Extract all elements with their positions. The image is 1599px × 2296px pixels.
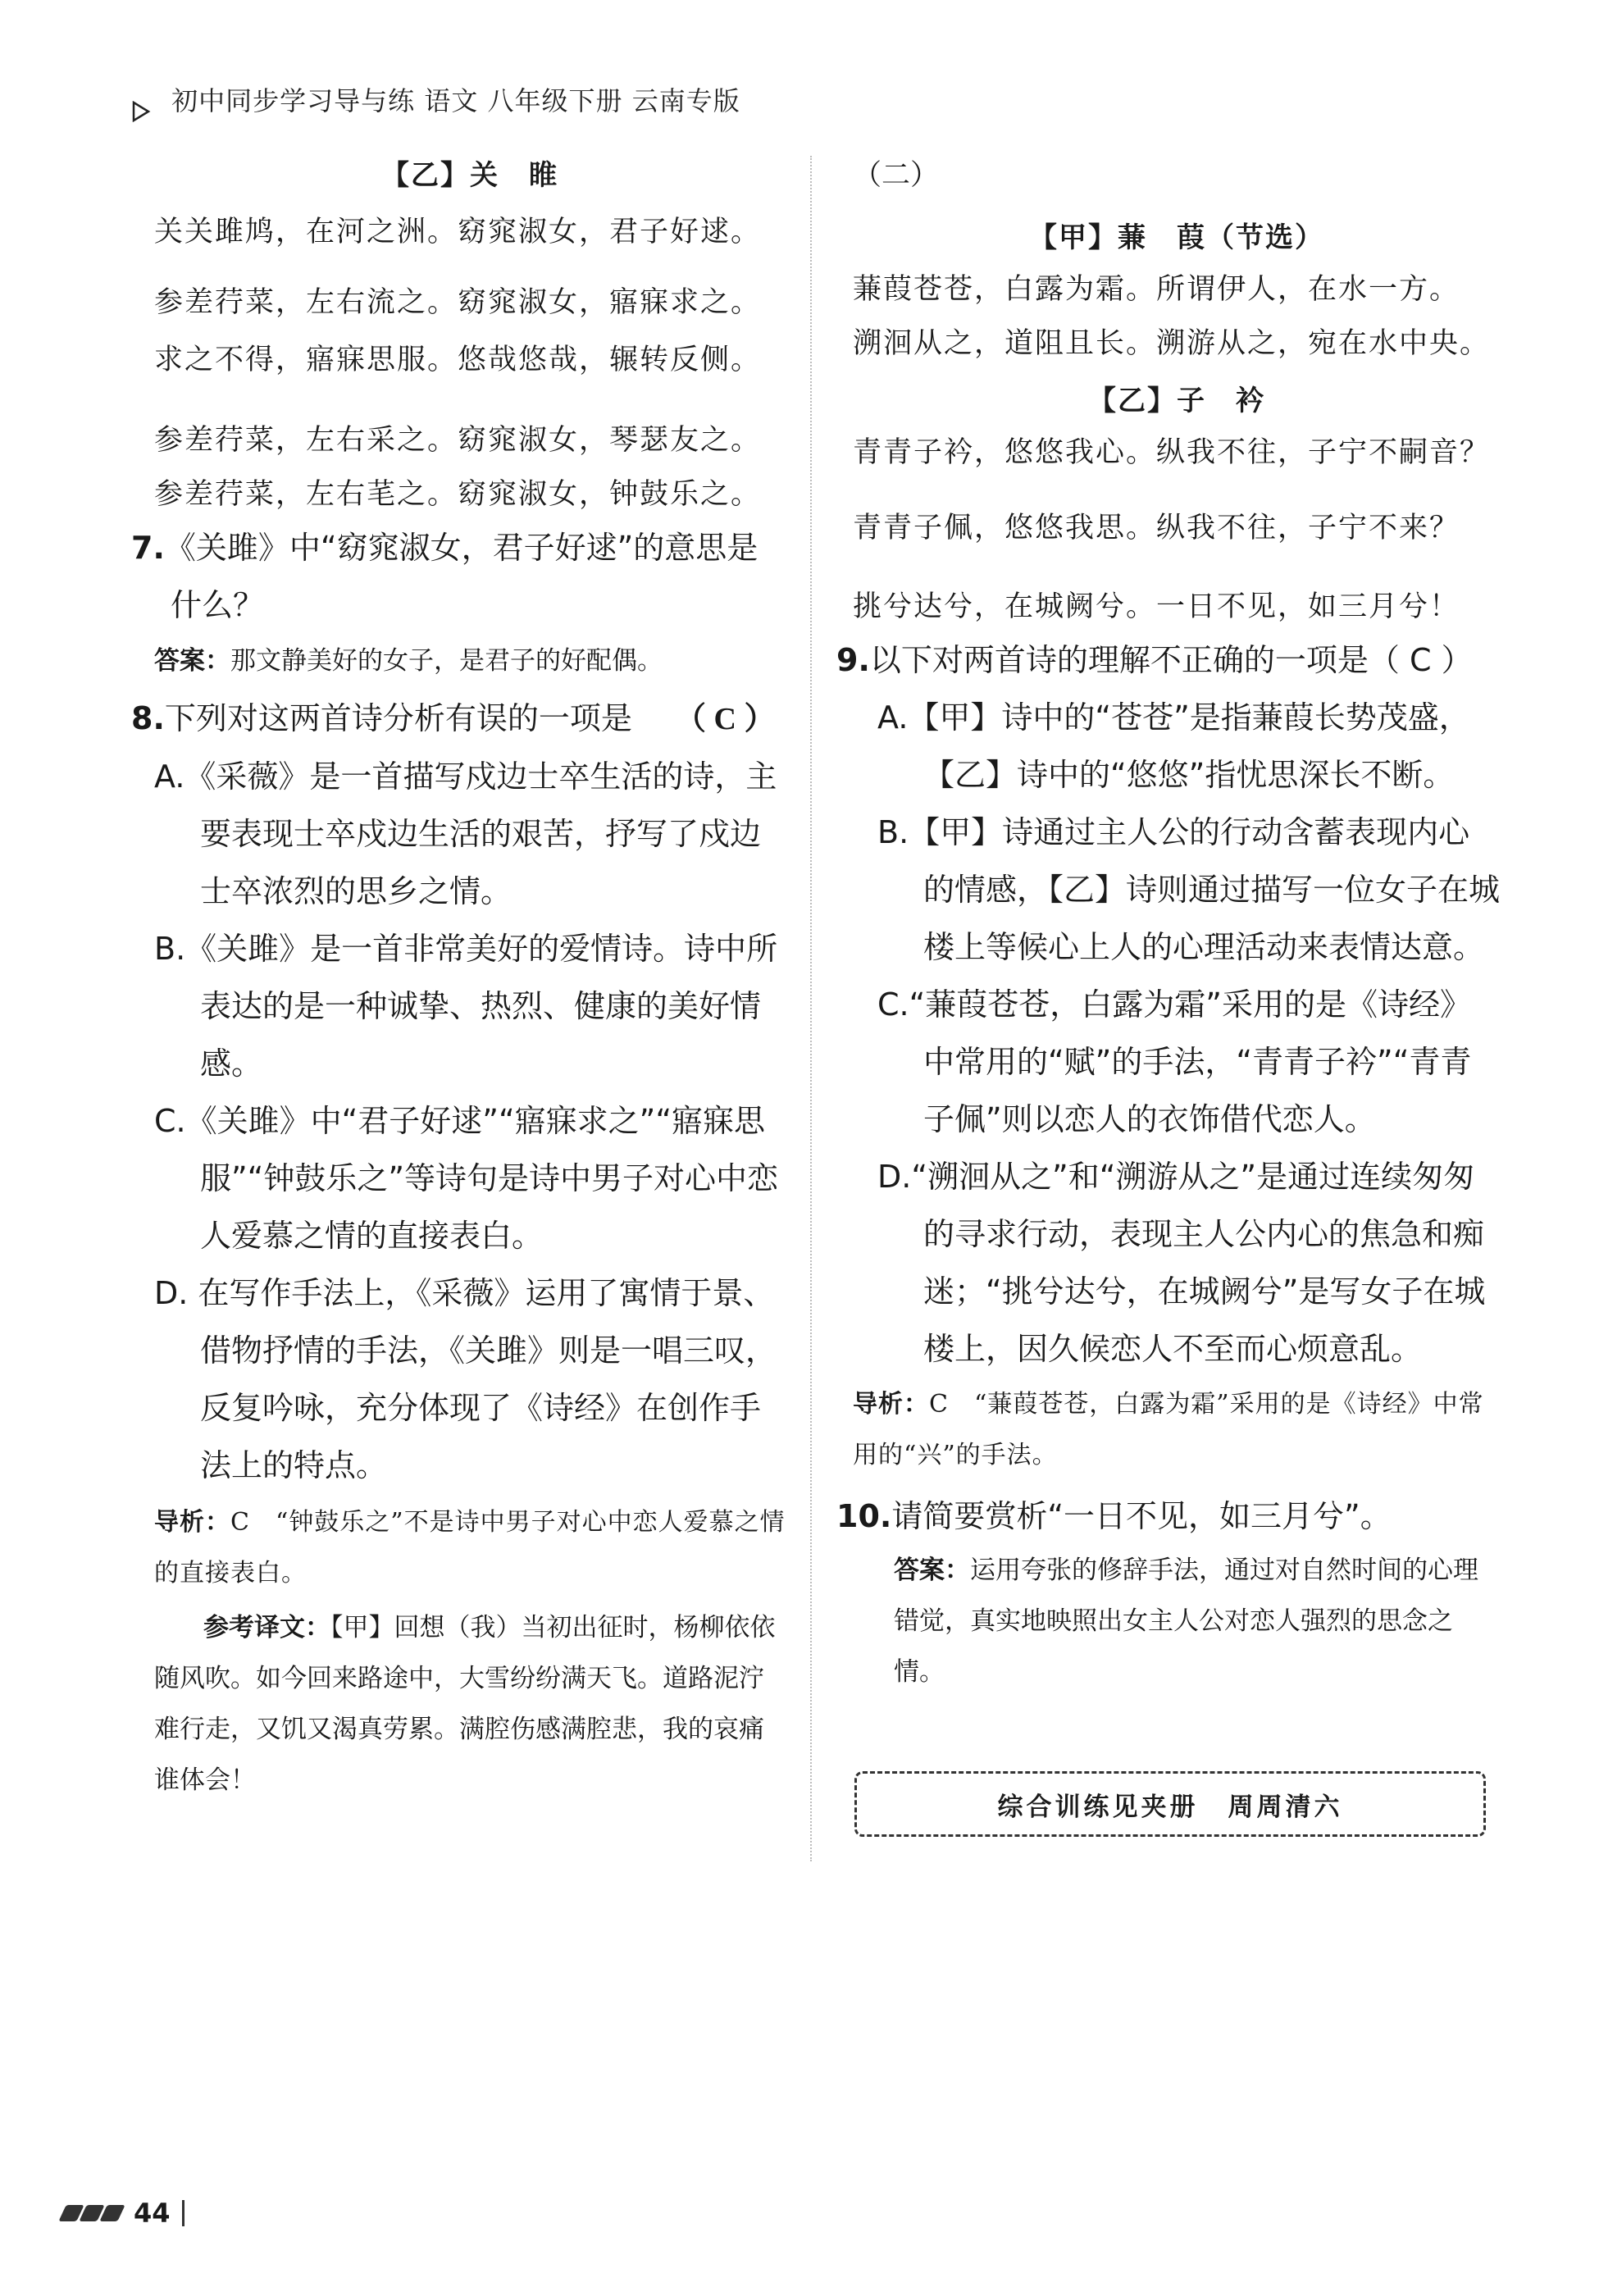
answer-text: 那文静美好的女子，是君子的好配偶。 [230, 646, 663, 676]
page-number-block [62, 2198, 184, 2229]
poem-line: 挑兮达兮，在城阙兮。一日不见，如三月兮！ [853, 590, 1460, 623]
answer-7 [154, 639, 786, 683]
reference-translation [154, 1602, 786, 1806]
poem-line: 蒹葭苍苍，白露为霜。所谓伊人，在水一方。 [853, 273, 1460, 306]
answer-label: 答案： [154, 646, 230, 676]
poem-title-guanju: 【乙】关 睢 [381, 159, 558, 192]
poem-line: 参差荇菜，左右芼之。窈窕淑女，钟鼓乐之。 [154, 478, 762, 511]
ref-text: 【甲】回想（我）当初出征时，杨柳依依随风吹。如今回来路途中，大雪纷纷满天飞。道路泥泞难行走，又饥又渴真劳累。满腔伤感满腔悲，我的哀痛谁体会！ [154, 1613, 776, 1795]
header-title: 初中同步学习导与练 语文 八年级下册 云南专版 [171, 85, 740, 116]
question-10 [836, 1487, 1501, 1545]
poem-line: 求之不得，寤寐思服。悠哉悠哉，辗转反侧。 [154, 344, 762, 376]
question-number: 10. [836, 1498, 892, 1534]
running-header [131, 80, 740, 118]
answer-10 [894, 1545, 1501, 1697]
question-9 [836, 631, 1501, 689]
question-number: 9. [836, 642, 870, 678]
option-c: C.“蒹葭苍苍，白露为霜”采用的是《诗经》中常用的“赋”的手法，“青青子衿”“青青子佩”则以恋人的衣饰借代恋人。 [877, 986, 1472, 1137]
page-stripes-icon [62, 2205, 124, 2221]
question-number: 7. [131, 530, 165, 566]
guide-9 [853, 1379, 1501, 1481]
option-a: A.《采薇》是一首描写戍边士卒生活的诗，主要表现士卒戍边生活的艰苦，抒写了戍边士卒浓烈的思乡之情。 [154, 758, 777, 909]
guide-8 [154, 1497, 786, 1599]
guide-text: C “钟鼓乐之”不是诗中男子对心中恋人爱慕之情的直接表白。 [154, 1508, 786, 1588]
left-column [131, 153, 786, 1806]
guide-label: 导析： [154, 1508, 230, 1537]
right-column [836, 153, 1501, 1697]
option-d: D. 在写作手法上，《采薇》运用了寓情于景、借物抒情的手法，《关雎》则是一唱三叹，反复吟咏，充分体现了《诗经》在创作手法上的特点。 [154, 1275, 777, 1483]
page-divider-bar [182, 2200, 184, 2226]
question-number: 8. [131, 700, 165, 736]
footer-box-left: 综合训练见夹册 [997, 1792, 1199, 1822]
option-b: B.《关雎》是一首非常美好的爱情诗。诗中所表达的是一种诚挚、热烈、健康的美好情感。 [154, 931, 778, 1082]
answer-label: 答案： [894, 1556, 970, 1585]
question-text: 请简要赏析“一日不见，如三月兮”。 [891, 1498, 1392, 1534]
page-number: 44 [134, 2198, 171, 2229]
question-8 [131, 690, 786, 748]
option-a: A.【甲】诗中的“苍苍”是指蒹葭长势茂盛，【乙】诗中的“悠悠”指忧思深长不断。 [877, 699, 1470, 793]
question-text: 《关雎》中“窈窕淑女，君子好逑”的意思是什么？ [164, 530, 758, 623]
option-b: B.【甲】诗通过主人公的行动含蓄表现内心的情感，【乙】诗则通过描写一位女子在城楼上等候心上人的心理活动来表情达意。 [877, 814, 1501, 965]
poem-line: 参差荇菜，左右流之。窈窕淑女，寤寐求之。 [154, 286, 762, 319]
guide-text: C “蒹葭苍苍，白露为霜”采用的是《诗经》中常用的“兴”的手法。 [853, 1390, 1484, 1469]
poem-title-jianjia: 【甲】蒹 葭（节选） [1029, 221, 1324, 254]
guide-label: 导析： [853, 1390, 929, 1419]
poem-title-zijin: 【乙】子 衿 [1088, 385, 1265, 417]
poem-line: 关关雎鸠，在河之洲。窈窕淑女，君子好逑。 [154, 216, 762, 248]
poem-line: 溯洄从之，道阻且长。溯游从之，宛在水中央。 [853, 327, 1491, 360]
ref-label: 参考译文： [203, 1613, 330, 1642]
question-7 [131, 519, 786, 634]
column-divider [810, 156, 812, 1861]
answer-choice: （ C ） [675, 702, 776, 736]
option-c: C.《关雎》中“君子好逑”“寤寐求之”“寤寐思服”“钟鼓乐之”等诗句是诗中男子对心中恋人爱慕之情的直接表白。 [154, 1103, 779, 1254]
option-d: D.“溯洄从之”和“溯游从之”是通过连续匆匆的寻求行动，表现主人公内心的焦急和痴迷；“挑兮达兮，在城阙兮”是写女子在城楼上，因久候恋人不至而心烦意乱。 [877, 1159, 1486, 1367]
poem-line: 参差荇菜，左右采之。窈窕淑女，琴瑟友之。 [154, 424, 762, 457]
footer-box-right: 周周清六 [1228, 1792, 1343, 1822]
poem-line: 青青子衿，悠悠我心。纵我不往，子宁不嗣音？ [853, 436, 1491, 469]
section-heading: （二） [853, 159, 940, 192]
poem-line: 青青子佩，悠悠我思。纵我不往，子宁不来？ [853, 512, 1460, 544]
question-text: 以下对两首诗的理解不正确的一项是（ C ） [869, 642, 1473, 678]
answer-text: 运用夸张的修辞手法，通过对自然时间的心理错觉，真实地映照出女主人公对恋人强烈的思念之情。 [894, 1556, 1478, 1687]
question-text: 下列对这两首诗分析有误的一项是 [164, 700, 632, 736]
weekly-review-box [854, 1771, 1486, 1837]
